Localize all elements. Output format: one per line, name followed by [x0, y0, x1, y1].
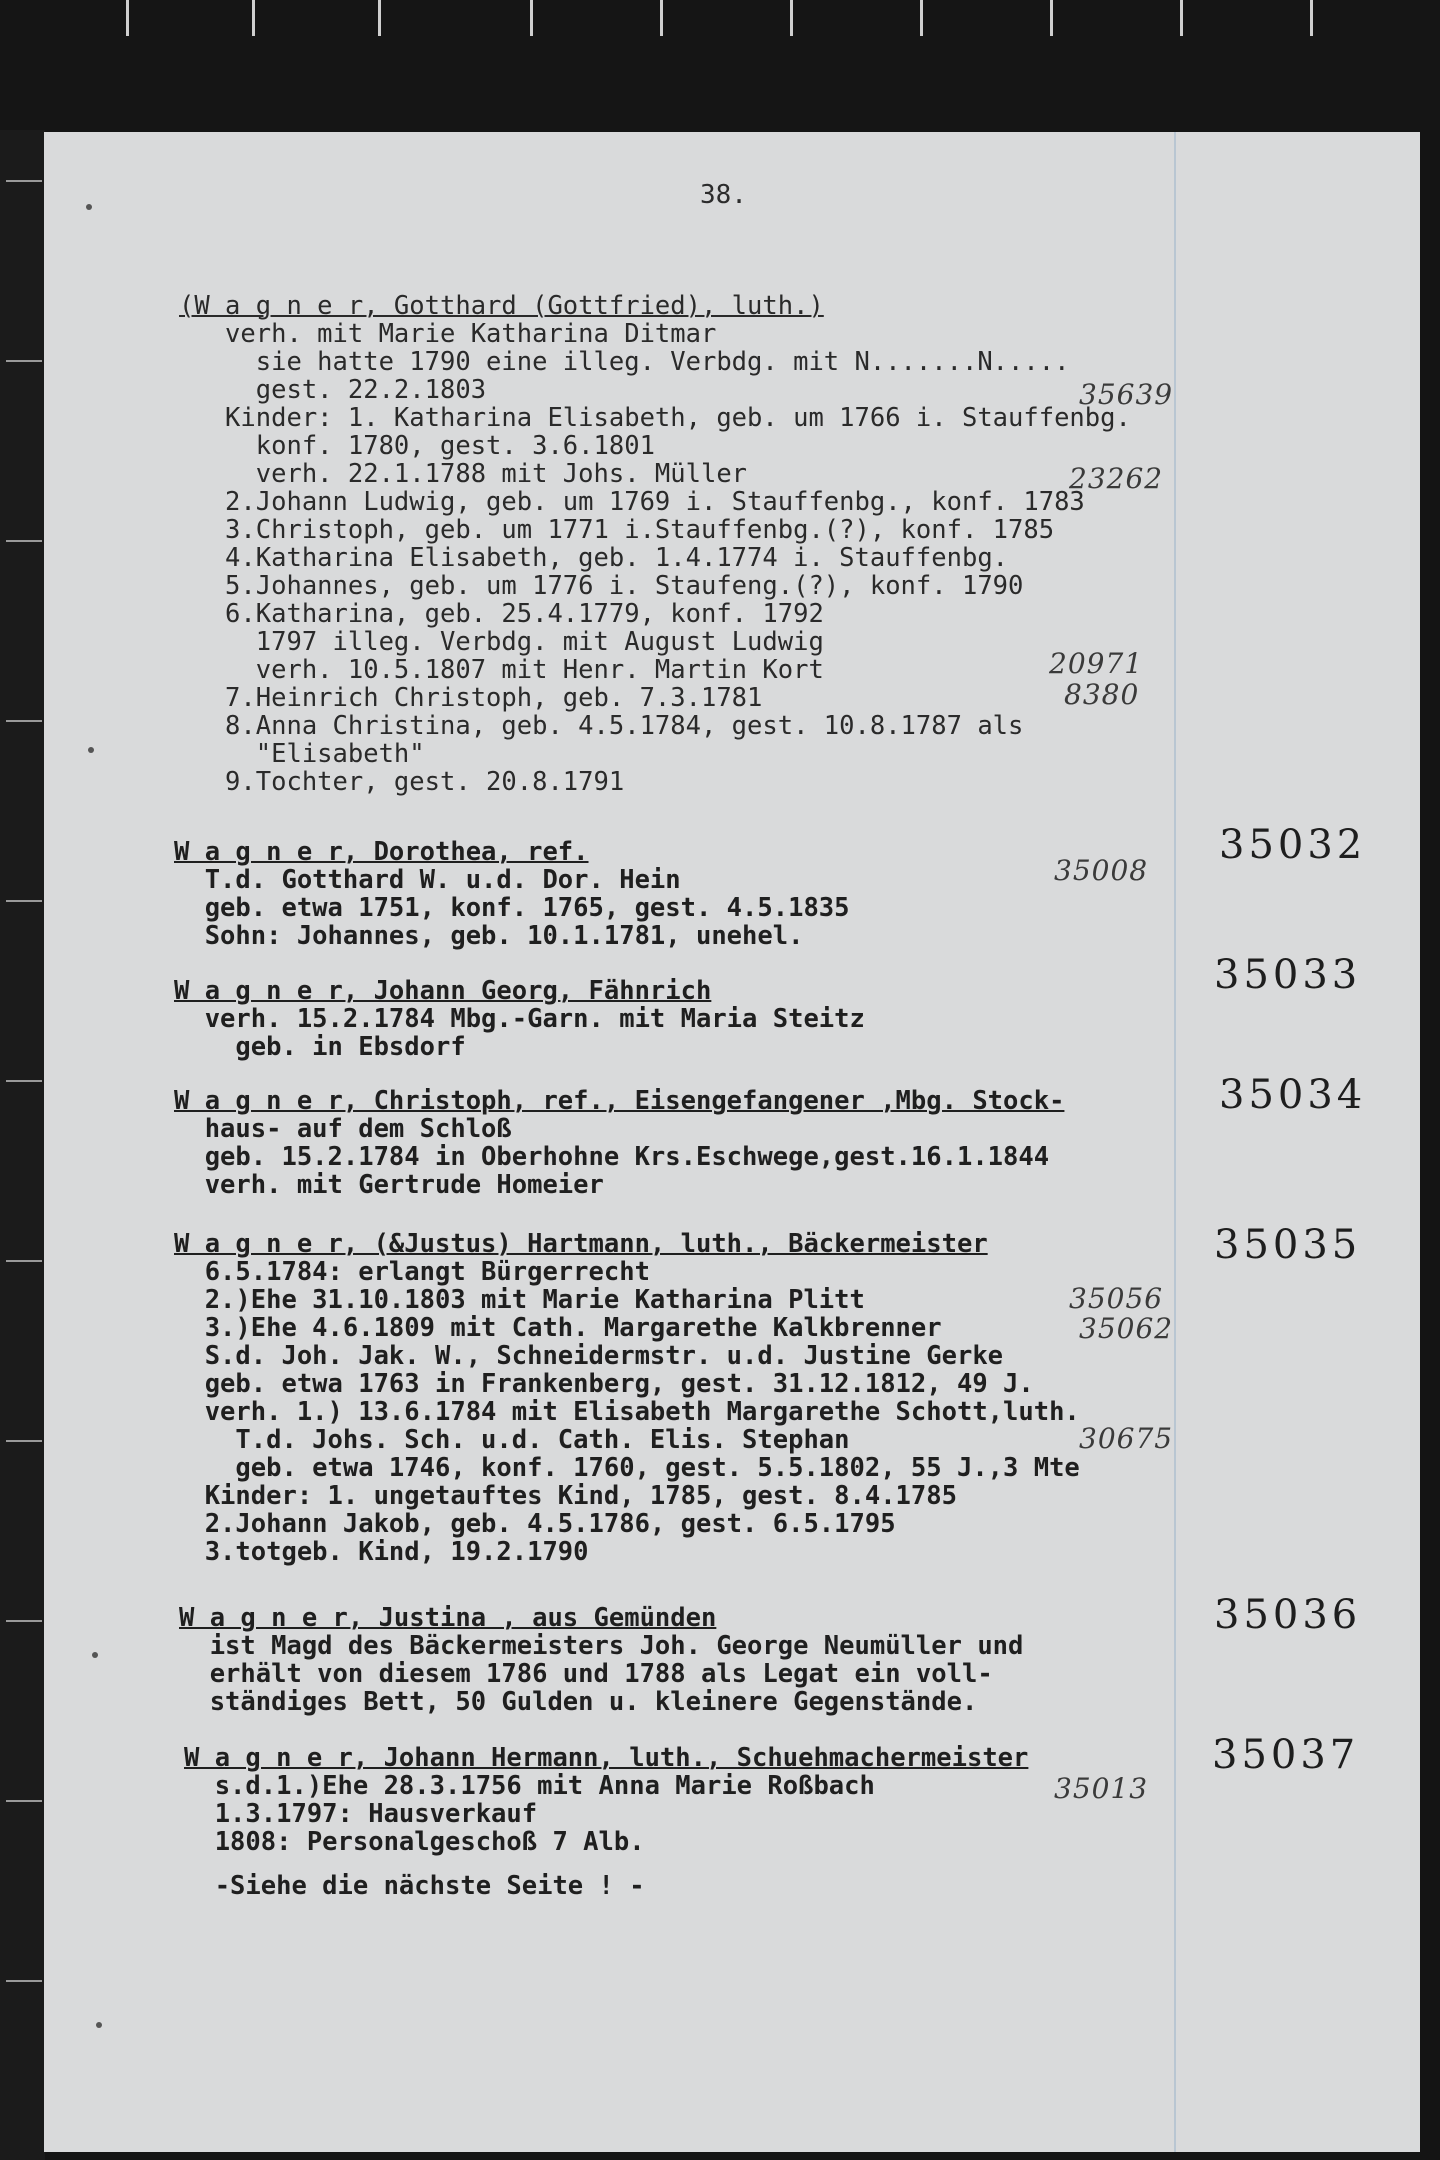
entry-line: sie hatte 1790 eine illeg. Verbdg. mit N.......N.....: [179, 347, 1070, 377]
film-tick: [790, 0, 793, 36]
entry-line: 4.Katharina Elisabeth, geb. 1.4.1774 i. Stauffenbg.: [179, 543, 1009, 573]
entry-line: geb. in Ebsdorf: [174, 1032, 466, 1062]
film-mark: [6, 1980, 42, 1982]
speck: [86, 204, 92, 210]
reference-number: 35037: [1212, 1732, 1360, 1778]
handwritten-ref: 20971: [1049, 647, 1144, 680]
film-mark: [6, 180, 42, 182]
film-mark: [6, 360, 42, 362]
entry-line: geb. 15.2.1784 in Oberhohne Krs.Eschwege,gest.16.1.1844: [174, 1142, 1050, 1172]
reference-number: 35034: [1219, 1072, 1367, 1118]
entry-line: 2.Johann Jakob, geb. 4.5.1786, gest. 6.5.1795: [174, 1509, 896, 1539]
entry-line: ständiges Bett, 50 Gulden u. kleinere Gegenstände.: [179, 1687, 978, 1717]
entry-line: W a g n e r, Christoph, ref., Eisengefangener ,Mbg. Stock-: [174, 1086, 1065, 1116]
handwritten-ref: 35639: [1079, 378, 1174, 411]
entry-line: geb. etwa 1751, konf. 1765, gest. 4.5.1835: [174, 893, 850, 923]
reference-number: 35035: [1214, 1222, 1362, 1268]
entry-line: Kinder: 1. ungetauftes Kind, 1785, gest. 8.4.1785: [174, 1481, 957, 1511]
film-mark: [6, 1260, 42, 1262]
entry-line: 3.)Ehe 4.6.1809 mit Cath. Margarethe Kalkbrenner: [174, 1313, 942, 1343]
margin-rule: [1174, 132, 1176, 2152]
entry-line: verh. 22.1.1788 mit Johs. Müller: [179, 459, 748, 489]
entry-line: T.d. Johs. Sch. u.d. Cath. Elis. Stephan: [174, 1425, 850, 1455]
handwritten-ref: 35062: [1079, 1312, 1174, 1345]
entry-line: 1797 illeg. Verbdg. mit August Ludwig: [179, 627, 824, 657]
entry-line: W a g n e r, Johann Georg, Fähnrich: [174, 976, 712, 1006]
film-mark: [6, 720, 42, 722]
entry-line: 6.Katharina, geb. 25.4.1779, konf. 1792: [179, 599, 824, 629]
entry-line: s.d.1.)Ehe 28.3.1756 mit Anna Marie Roßbach: [184, 1771, 875, 1801]
handwritten-ref: 23262: [1069, 462, 1164, 495]
entry-line: -Siehe die nächste Seite ! -: [184, 1871, 645, 1901]
handwritten-ref: 35013: [1054, 1772, 1149, 1805]
entry-line: geb. etwa 1763 in Frankenberg, gest. 31.12.1812, 49 J.: [174, 1369, 1034, 1399]
entry-line: 1808: Personalgeschoß 7 Alb.: [184, 1827, 645, 1857]
entry-line: 7.Heinrich Christoph, geb. 7.3.1781: [179, 683, 763, 713]
speck: [92, 1652, 98, 1658]
entry-line: verh. mit Marie Katharina Ditmar: [179, 319, 717, 349]
handwritten-ref: 8380: [1064, 678, 1140, 711]
film-tick: [530, 0, 533, 36]
film-tick: [252, 0, 255, 36]
entry-line: geb. etwa 1746, konf. 1760, gest. 5.5.1802, 55 J.,3 Mte: [174, 1453, 1080, 1483]
film-mark: [6, 900, 42, 902]
entry-line: verh. mit Gertrude Homeier: [174, 1170, 604, 1200]
film-tick: [1050, 0, 1053, 36]
reference-number: 35036: [1214, 1592, 1362, 1638]
entry-line: (W a g n e r, Gotthard (Gottfried), luth.): [179, 291, 824, 321]
film-tick: [126, 0, 129, 36]
film-mark: [6, 1080, 42, 1082]
document-page: [44, 132, 1420, 2152]
film-tick: [660, 0, 663, 36]
reference-number: 35033: [1214, 952, 1362, 998]
handwritten-ref: 35008: [1054, 854, 1149, 887]
entry-line: S.d. Joh. Jak. W., Schneidermstr. u.d. Justine Gerke: [174, 1341, 1004, 1371]
entry-line: konf. 1780, gest. 3.6.1801: [179, 431, 655, 461]
entry-line: gest. 22.2.1803: [179, 375, 487, 405]
entry-line: "Elisabeth": [179, 739, 425, 769]
speck: [96, 2022, 102, 2028]
entry-line: 6.5.1784: erlangt Bürgerrecht: [174, 1257, 650, 1287]
entry-line: 2.)Ehe 31.10.1803 mit Marie Katharina Plitt: [174, 1285, 865, 1315]
entry-line: 9.Tochter, gest. 20.8.1791: [179, 767, 625, 797]
entry-line: Kinder: 1. Katharina Elisabeth, geb. um 1766 i. Stauffenbg.: [179, 403, 1131, 433]
film-mark: [6, 1440, 42, 1442]
entry-line: 5.Johannes, geb. um 1776 i. Staufeng.(?), konf. 1790: [179, 571, 1024, 601]
film-mark: [6, 1620, 42, 1622]
entry-line: verh. 15.2.1784 Mbg.-Garn. mit Maria Steitz: [174, 1004, 865, 1034]
handwritten-ref: 30675: [1079, 1422, 1174, 1455]
entry-line: W a g n e r, Justina , aus Gemünden: [179, 1603, 717, 1633]
entry-line: T.d. Gotthard W. u.d. Dor. Hein: [174, 865, 681, 895]
entry-line: verh. 1.) 13.6.1784 mit Elisabeth Margarethe Schott,luth.: [174, 1397, 1080, 1427]
entry-line: 3.Christoph, geb. um 1771 i.Stauffenbg.(?), konf. 1785: [179, 515, 1055, 545]
entry-line: 3.totgeb. Kind, 19.2.1790: [174, 1537, 589, 1567]
film-mark: [6, 1800, 42, 1802]
entry-line: haus- auf dem Schloß: [174, 1114, 512, 1144]
film-tick: [378, 0, 381, 36]
entry-line: W a g n e r, Johann Hermann, luth., Schuehmachermeister: [184, 1743, 1029, 1773]
page-number: 38.: [700, 180, 747, 210]
film-tick: [920, 0, 923, 36]
film-border-left: [0, 130, 45, 2160]
entry-line: erhält von diesem 1786 und 1788 als Legat ein voll-: [179, 1659, 993, 1689]
entry-line: verh. 10.5.1807 mit Henr. Martin Kort: [179, 655, 824, 685]
handwritten-ref: 35056: [1069, 1282, 1164, 1315]
entry-line: W a g n e r, (&Justus) Hartmann, luth., Bäckermeister: [174, 1229, 988, 1259]
entry-line: 8.Anna Christina, geb. 4.5.1784, gest. 10.8.1787 als: [179, 711, 1024, 741]
film-mark: [6, 540, 42, 542]
entry-line: Sohn: Johannes, geb. 10.1.1781, unehel.: [174, 921, 804, 951]
entry-line: 2.Johann Ludwig, geb. um 1769 i. Stauffenbg., konf. 1783: [179, 487, 1085, 517]
entry-line: 1.3.1797: Hausverkauf: [184, 1799, 538, 1829]
reference-number: 35032: [1219, 822, 1367, 868]
speck: [88, 747, 94, 753]
entry-line: ist Magd des Bäckermeisters Joh. George Neumüller und: [179, 1631, 1024, 1661]
film-border-top: [0, 0, 1440, 130]
film-tick: [1180, 0, 1183, 36]
film-tick: [1310, 0, 1313, 36]
entry-line: W a g n e r, Dorothea, ref.: [174, 837, 589, 867]
